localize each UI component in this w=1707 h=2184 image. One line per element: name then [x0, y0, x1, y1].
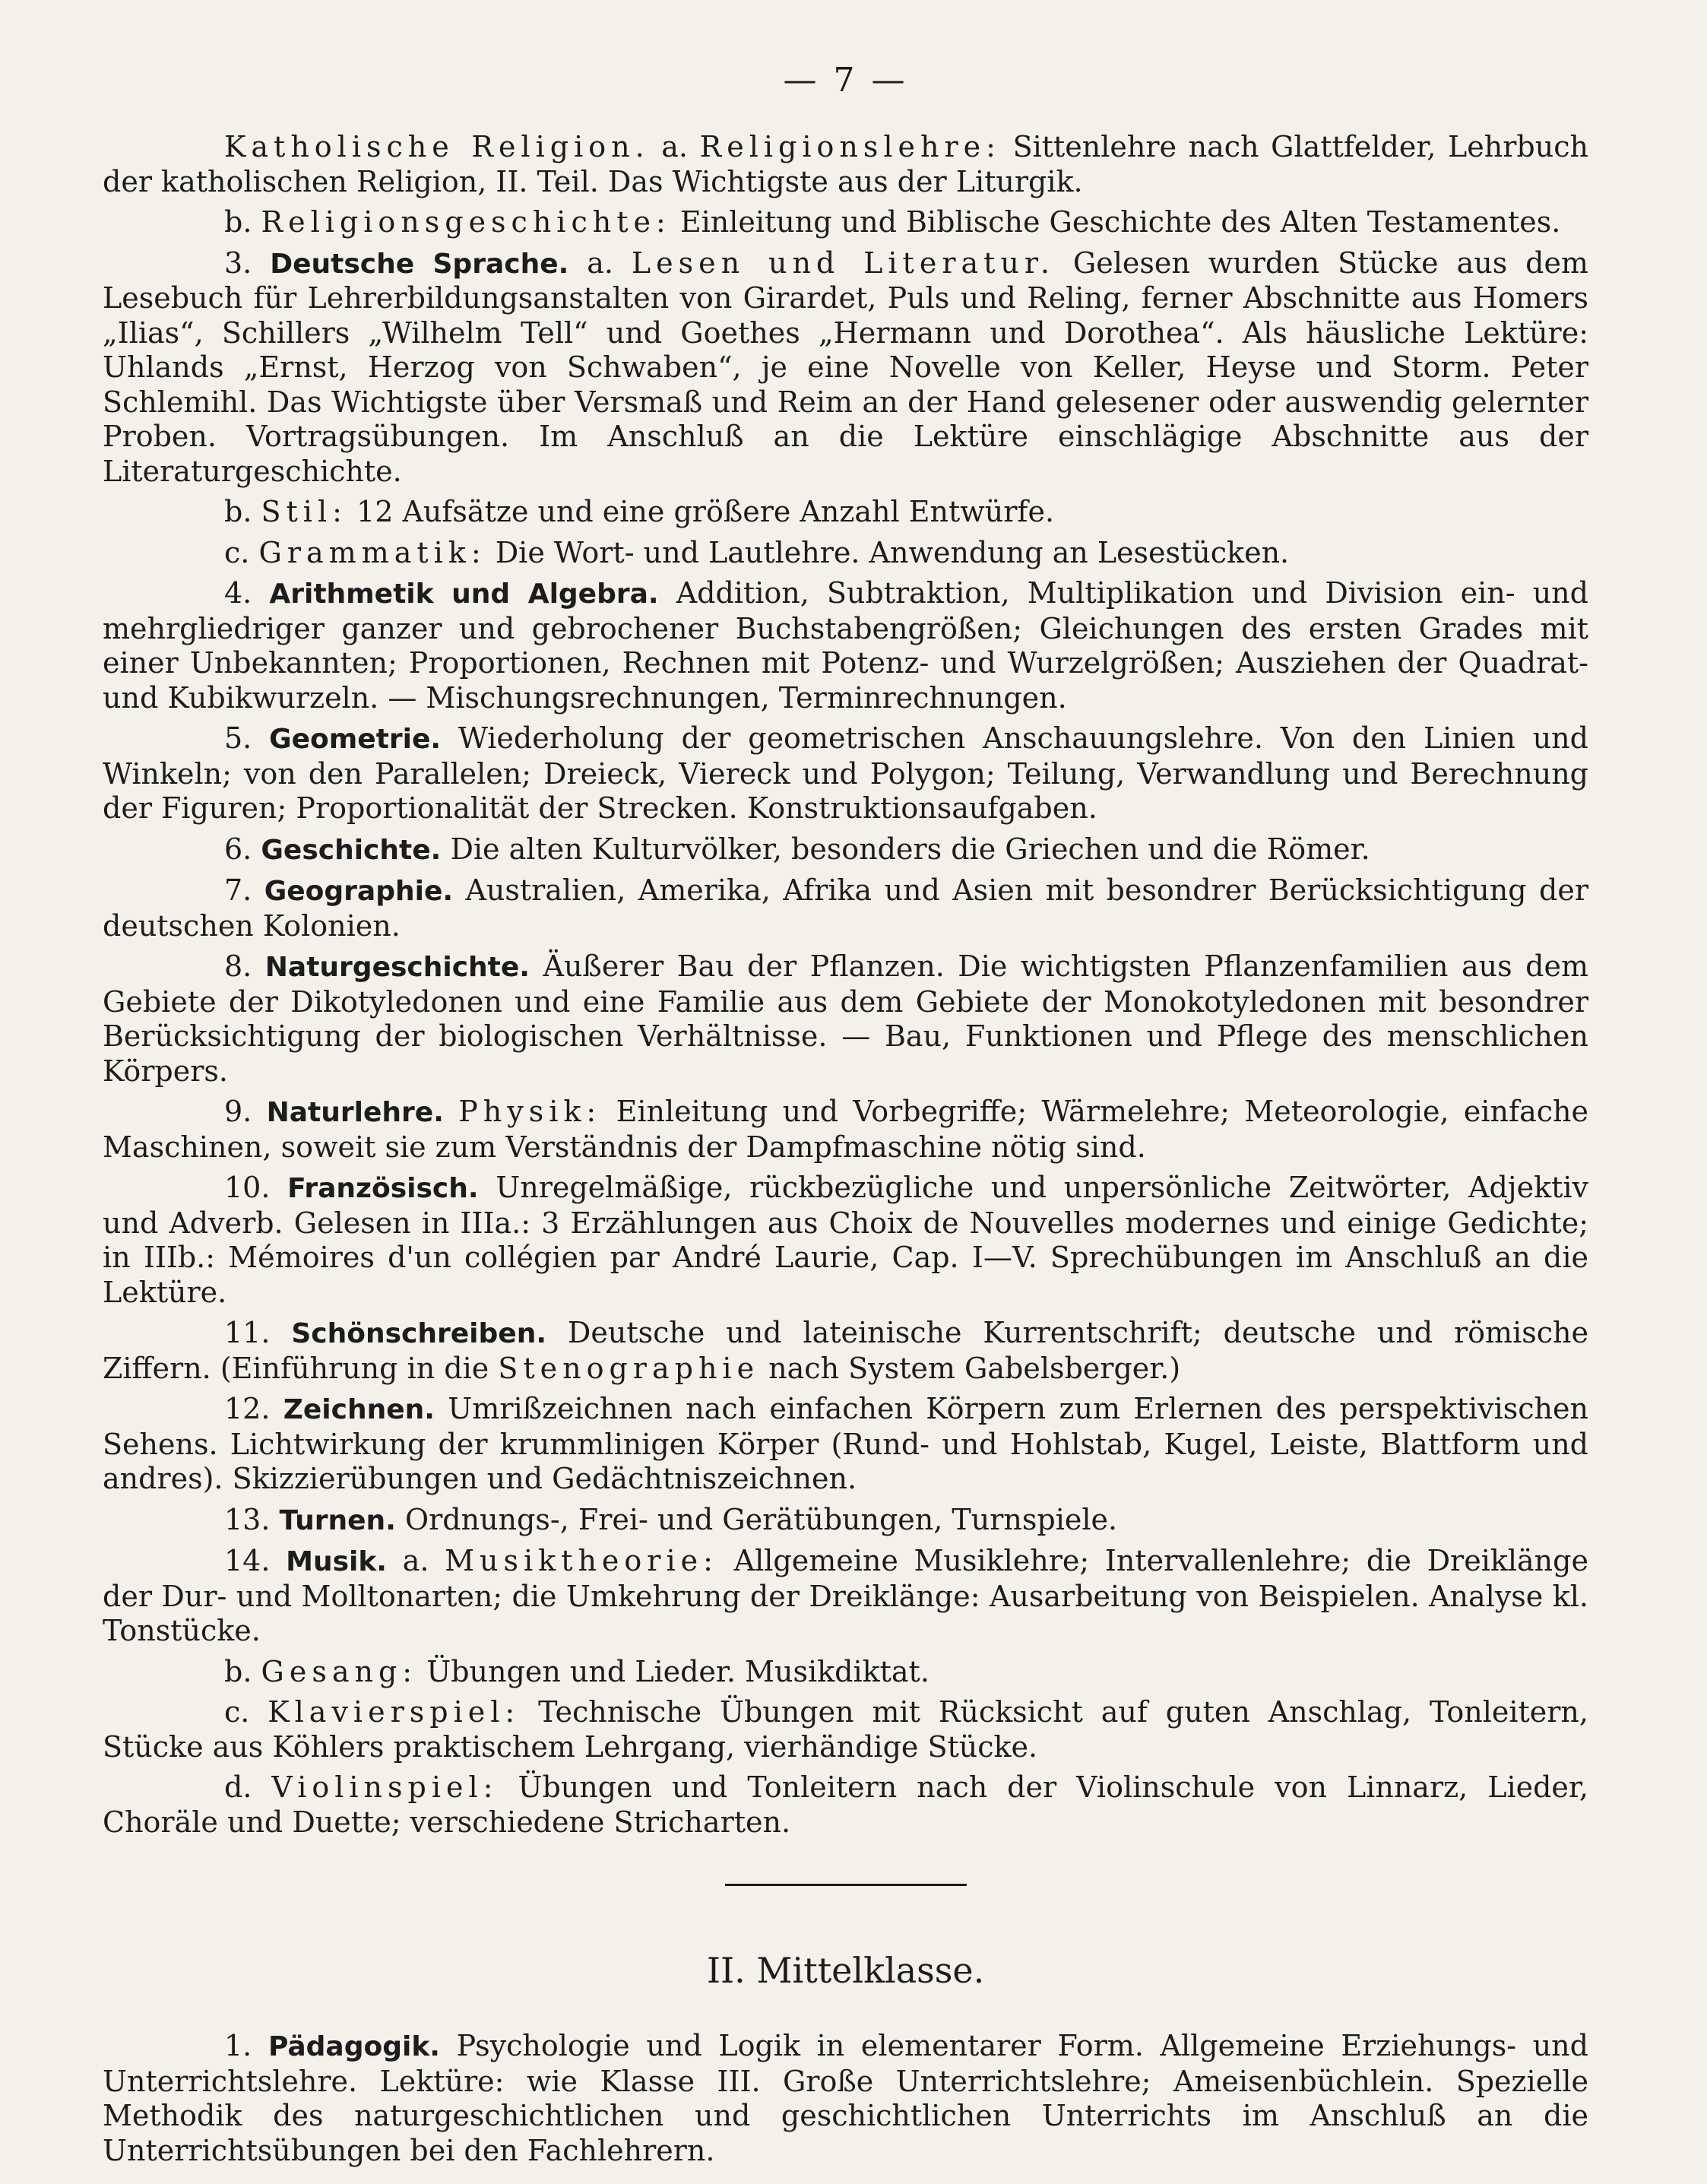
item-title: Musiktheorie:: [445, 1544, 718, 1577]
subject-heading: Turnen.: [279, 1504, 396, 1536]
section-divider: [725, 1884, 967, 1886]
item-text: Die alten Kulturvölker, besonders die Griechen und die Römer.: [450, 832, 1370, 866]
item-number: 10.: [224, 1171, 271, 1204]
item-text: Wiederholung der geometrischen Anschauungslehre. Von den Linien und Winkeln; von den Parallelen; Dreieck, Viereck und Polygon; Teilung, Verwandlung und Berechnung der Figuren; Proportionalität der Strecken. Konstruktionsaufgaben.: [103, 721, 1588, 825]
paragraph-klavierspiel: [103, 1695, 1588, 1764]
item-label: a.: [587, 246, 613, 280]
item-label: a.: [661, 130, 689, 163]
subject-heading: Geographie.: [264, 876, 454, 907]
paragraph-deutsche-sprache: [103, 246, 1588, 490]
item-text: Addition, Subtraktion, Multiplikation und Division ein- und mehrgliedriger ganzer und gebrochener Buchstabengrößen; Gleichungen des ersten Grades mit einer Unbekannten; Proportionen, Rechnen mit Potenz- und Wurzelgrößen; Ausziehen der Quadrat- und Kubikwurzeln. — Mischungsrechnungen, Terminrechnungen.: [103, 576, 1588, 715]
subject-heading: Französisch.: [287, 1173, 479, 1204]
paragraph-zeichnen: [103, 1392, 1588, 1497]
subject-heading: Arithmetik und Algebra.: [269, 578, 659, 610]
paragraph-gesang: [103, 1655, 1588, 1690]
paragraph-naturgeschichte: [103, 949, 1588, 1089]
section-title: II. Mittelklasse.: [706, 1950, 985, 1991]
paragraph-paedagogik: [103, 2029, 1588, 2168]
item-label: b.: [224, 495, 252, 528]
item-text: Gelesen wurden Stücke aus dem Lesebuch für Lehrerbildungsanstalten von Girardet, Puls und Reling, ferner Abschnitte aus Homers „Ilias“, Schillers „Wilhelm Tell“ und Goethes „Hermann und Dorothea“. Als häusliche Lektüre: Uhlands „Ernst, Herzog von Schwaben“, je eine Novelle von Keller, Heyse und Storm. Peter Schlemihl. Das Wichtigste über Versmaß und Reim an der Hand gelesener oder auswendig gelernter Proben. Vortragsübungen. Im Anschluß an die Lektüre einschlägige Abschnitte aus der Literaturgeschichte.: [103, 246, 1588, 488]
item-number: 5.: [224, 721, 252, 755]
item-text: Äußerer Bau der Pflanzen. Die wichtigsten Pflanzenfamilien aus dem Gebiete der Dikotyledonen und eine Familie aus dem Gebiete der Monokotyledonen mit besondrer Berücksichtigung der biologischen Verhältnisse. — Bau, Funktionen und Pflege des menschlichen Körpers.: [103, 949, 1588, 1088]
paragraph-musik-theorie: [103, 1544, 1588, 1649]
item-title: Lesen und Literatur.: [631, 246, 1055, 280]
item-text: Umrißzeichnen nach einfachen Körpern zum Erlernen des perspektivischen Sehens. Lichtwirkung der krummlinigen Körper (Rund- und Hohlstab, Kugel, Leiste, Blattform und andres). Skizzierübungen und Gedächtniszeichnen.: [103, 1392, 1588, 1495]
paragraph-religion-b: [103, 205, 1588, 240]
item-title: Stenographie: [498, 1351, 760, 1385]
item-label: b.: [224, 205, 252, 239]
item-text: Technische Übungen mit Rücksicht auf guten Anschlag, Tonleitern, Stücke aus Köhlers praktischem Lehrgang, vierhändige Stücke.: [103, 1695, 1588, 1764]
subject-heading: Naturlehre.: [266, 1097, 444, 1128]
subject-heading: Pädagogik.: [268, 2031, 440, 2062]
paragraph-schoenschreiben: [103, 1316, 1588, 1386]
paragraph-arithmetik: [103, 576, 1588, 715]
item-text: Deutsche und lateinische Kurrentschrift; deutsche und römische Ziffern. (Einführung in die: [103, 1316, 1588, 1385]
item-title: Klavierspiel:: [268, 1695, 521, 1729]
paragraph-geographie: [103, 873, 1588, 943]
item-title: Physik:: [458, 1095, 602, 1128]
item-text: Australien, Amerika, Afrika und Asien mit besondrer Berücksichtigung der deutschen Kolonien.: [103, 873, 1588, 943]
item-text: Einleitung und Vorbegriffe; Wärmelehre; Meteorologie, einfache Maschinen, soweit sie zum Verständnis der Dampfmaschine nötig sind.: [103, 1095, 1588, 1164]
subject-lead: Katholische Religion.: [224, 130, 650, 163]
item-label: c.: [224, 1695, 250, 1729]
item-number: 9.: [224, 1095, 252, 1128]
item-number: 4.: [224, 576, 252, 610]
item-title: Violinspiel:: [271, 1770, 499, 1804]
item-text: Allgemeine Musiklehre; Intervallenlehre; die Dreiklänge der Dur- und Molltonarten; die Umkehrung der Dreiklänge: Ausarbeitung von Beispielen. Analyse kl. Tonstücke.: [103, 1544, 1588, 1647]
item-text: Sittenlehre nach Glattfelder, Lehrbuch der katholischen Religion, II. Teil. Das Wichtigste aus der Liturgik.: [103, 130, 1588, 198]
subject-heading: Deutsche Sprache.: [270, 248, 569, 280]
item-text: Übungen und Tonleitern nach der Violinschule von Linnarz, Lieder, Choräle und Duette; verschiedene Stricharten.: [103, 1770, 1588, 1839]
item-label: b.: [224, 1654, 252, 1688]
item-label: c.: [224, 535, 250, 569]
item-title: Religionsgeschichte:: [261, 205, 671, 239]
section-mittelklasse: [103, 2029, 1588, 2168]
item-title: Gesang:: [261, 1654, 418, 1688]
item-text: Übungen und Lieder. Musikdiktat.: [426, 1654, 930, 1688]
item-number: 6.: [224, 832, 252, 866]
subject-heading: Naturgeschichte.: [264, 952, 530, 983]
paragraph-geschichte: [103, 832, 1588, 868]
page-number: — 7 —: [783, 61, 908, 100]
subject-heading: Musik.: [286, 1546, 387, 1577]
item-label: d.: [224, 1770, 252, 1804]
paragraph-naturlehre: [103, 1095, 1588, 1165]
document-page: [103, 61, 1588, 2174]
item-title: Religionslehre:: [699, 130, 1001, 163]
item-title: Stil:: [261, 495, 347, 528]
paragraph-turnen: [103, 1503, 1588, 1539]
subject-heading: Geschichte.: [261, 834, 442, 866]
paragraph-grammatik: [103, 536, 1588, 571]
item-text: Die Wort- und Lautlehre. Anwendung an Lesestücken.: [495, 535, 1290, 569]
item-number: 8.: [224, 949, 252, 983]
item-text: Unregelmäßige, rückbezügliche und unpersönliche Zeitwörter, Adjektiv und Adverb. Gelesen in IIIa.: 3 Erzählungen aus Choix de Nouvelles modernes und einige Gedichte; in IIIb.: Mémoires d'un collégien par André Laurie, Cap. I—V. Sprechübungen im Anschluß an die Lektüre.: [103, 1171, 1588, 1309]
subject-heading: Zeichnen.: [283, 1394, 435, 1425]
paragraph-franzoesisch: [103, 1171, 1588, 1310]
paragraph-violinspiel: [103, 1770, 1588, 1840]
item-text: Einleitung und Biblische Geschichte des Alten Testamentes.: [679, 205, 1561, 239]
item-number: 3.: [224, 246, 252, 280]
item-text: Ordnungs-, Frei- und Gerätübungen, Turnspiele.: [404, 1502, 1118, 1536]
item-text: 12 Aufsätze und eine größere Anzahl Entwürfe.: [356, 495, 1055, 528]
paragraph-geometrie: [103, 721, 1588, 826]
paragraph-religion-a: [103, 130, 1588, 199]
subject-heading: Schönschreiben.: [291, 1318, 546, 1349]
section-class-iii: [103, 130, 1588, 1840]
item-text-tail: nach System Gabelsberger.): [768, 1351, 1181, 1385]
item-text: Psychologie und Logik in elementarer Form. Allgemeine Erziehungs- und Unterrichtslehre. Lektüre: wie Klasse III. Große Unterrichtslehre; Ameisenbüchlein. Spezielle Methodik des naturgeschichtlichen und geschichtlichen Unterrichts im Anschluß an die Unterrichtsübungen bei den Fachlehrern.: [103, 2029, 1588, 2167]
item-number: 12.: [224, 1392, 271, 1425]
item-label: a.: [402, 1544, 429, 1577]
item-number: 11.: [224, 1316, 271, 1349]
item-title: Grammatik:: [258, 535, 486, 569]
item-number: 13.: [224, 1502, 271, 1536]
subject-heading: Geometrie.: [269, 724, 442, 755]
item-number: 1.: [224, 2029, 252, 2062]
item-number: 14.: [224, 1544, 271, 1577]
item-number: 7.: [224, 873, 252, 907]
paragraph-stil: [103, 495, 1588, 530]
